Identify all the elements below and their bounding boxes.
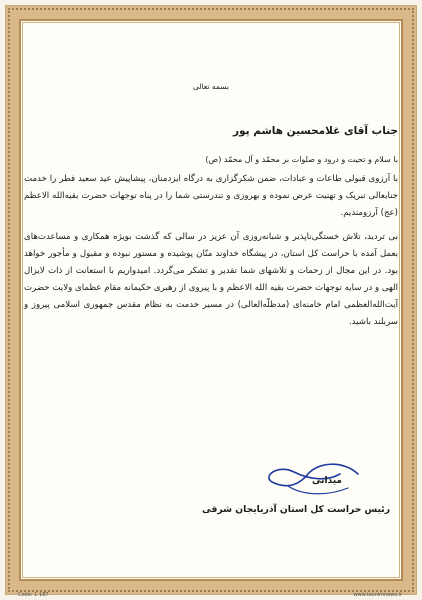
- handwritten-signature: [248, 452, 368, 500]
- recipient-name: جناب آقای غلامحسین هاشم پور: [233, 125, 398, 137]
- signature-name: میدانی: [311, 476, 342, 486]
- footer-code: Code: 1-187: [18, 592, 49, 598]
- basmala: بسمه تعالی: [192, 82, 230, 91]
- signature-block: [202, 452, 394, 532]
- paragraph-1: با آرزوی قبولی طاعات و عبادات، ضمن شکرگزاری به درگاه ایزدمنان، پیشاپیش عید سعید فطر را خدمت جنابعالی تبریک و تهنیت عرض نموده و بهروزی و تندرستی شما را در پناه توجهات حضرت بقیه‌الله الاعظم (عج) آرزومندیم.: [24, 174, 398, 218]
- letter-body: [24, 22, 398, 582]
- signer-title: رئیس حراست کل استان آذربایجان شرقی: [202, 504, 390, 515]
- footer-website: www.tasnimnews.ir: [353, 592, 402, 598]
- paragraph-2: بی تردید، تلاش خستگی‌ناپذیر و شبانه‌روزی آن عزیز در سالی که گذشت بویژه همکاری و مساعدت‌های بعمل آمده با حراست کل استان، در پیشگاه خداوند منّان پوشیده و مستور نبوده و مقبول و مأجور خواهد بود. در این مجال از زحمات و تلاشهای شما تقدیر و تشکر می‌گردد. امیدواریم با استعانت از ذات لایزال الهی و در سایه توجهات حضرت بقیه الله الاعظم و با پیروی از رهبری حکیمانه مقام عظمای ولایت حضرت آیت‌الله‌العظمی امام خامنه‌ای (مدظلّه‌العالی) در مسیر خدمت به نظام مقدس جمهوری اسلامی پیروز و سربلند باشید.: [24, 232, 398, 327]
- greeting: با سلام و تحیت و درود و صلوات بر محمّد و آل محمّد (ص): [205, 155, 398, 164]
